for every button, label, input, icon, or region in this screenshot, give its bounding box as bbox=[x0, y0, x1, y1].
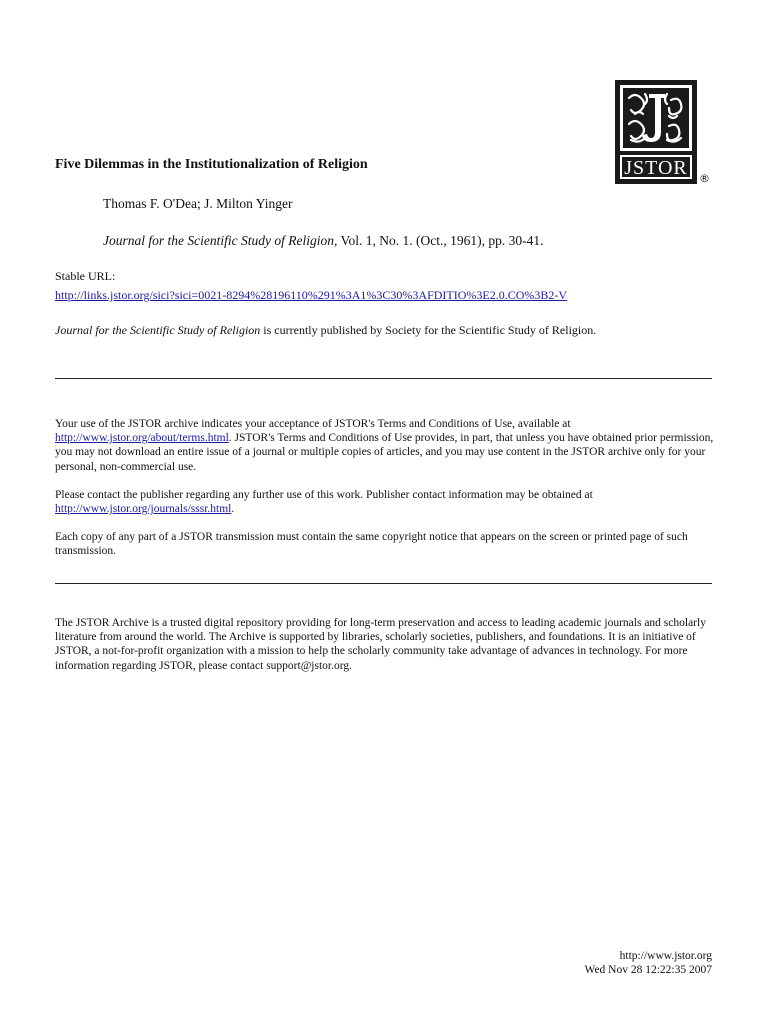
terms-link[interactable]: http://www.jstor.org/about/terms.html bbox=[55, 432, 229, 445]
publisher-statement bbox=[55, 323, 596, 338]
contact-text-b: . bbox=[231, 503, 235, 516]
citation-details: Vol. 1, No. 1. (Oct., 1961), pp. 30-41. bbox=[337, 233, 544, 248]
publisher-text: is currently published by Society for the Scientific Study of Religion. bbox=[260, 323, 597, 337]
jstor-logo bbox=[615, 80, 697, 184]
footer-timestamp: Wed Nov 28 12:22:35 2007 bbox=[584, 964, 712, 976]
about-jstor-paragraph: The JSTOR Archive is a trusted digital repository providing for long-term preservation and access to leading academic journals and scholarly literature from around the world. The Archive is supported by libraries, scholarly societies, publishers, and foundations. It is an initiative of JSTOR, a not-for-profit organization with a mission to help the scholarly community take advantage of advances in technology. For more information regarding JSTOR, please contact support@jstor.org. bbox=[55, 617, 706, 672]
footer-url: http://www.jstor.org bbox=[619, 950, 712, 962]
divider bbox=[55, 378, 712, 379]
footer bbox=[585, 949, 712, 977]
jstor-seal-graphic bbox=[615, 80, 697, 184]
terms-text-b: . JSTOR's Terms and Conditions of Use provides, in part, that unless you have obtained prior permission, you may not download an entire issue of a journal or multiple copies of articles, and you may use content in the JSTOR archive only for your personal, non-commercial use. bbox=[55, 432, 714, 473]
svg-text:JSTOR: JSTOR bbox=[624, 157, 688, 179]
publisher-info-link[interactable]: http://www.jstor.org/journals/sssr.html bbox=[55, 503, 232, 516]
article-authors: Thomas F. O'Dea; J. Milton Yinger bbox=[103, 196, 293, 211]
journal-name: Journal for the Scientific Study of Religion, bbox=[103, 233, 338, 248]
contact-paragraph bbox=[55, 488, 715, 516]
stable-url-link[interactable]: http://links.jstor.org/sici?sici=0021-8294%28196110%291%3A1%3C30%3AFDITIO%3E2.0.CO%3B2-V bbox=[55, 288, 568, 302]
terms-paragraph bbox=[55, 417, 715, 474]
article-title: Five Dilemmas in the Institutionalization of Religion bbox=[55, 157, 368, 172]
article-citation bbox=[103, 233, 543, 249]
divider bbox=[55, 583, 712, 584]
stable-url-label: Stable URL: bbox=[55, 269, 116, 283]
contact-text-a: Please contact the publisher regarding any further use of this work. Publisher contact information may be obtained at bbox=[55, 489, 593, 501]
copyright-paragraph: Each copy of any part of a JSTOR transmission must contain the same copyright notice that appears on the screen or printed page of such transmission. bbox=[55, 531, 688, 558]
registered-mark: ® bbox=[699, 172, 710, 185]
publisher-journal-name: Journal for the Scientific Study of Religion bbox=[55, 323, 261, 337]
terms-text-a: Your use of the JSTOR archive indicates your acceptance of JSTOR's Terms and Conditions of Use, available at bbox=[55, 418, 571, 430]
